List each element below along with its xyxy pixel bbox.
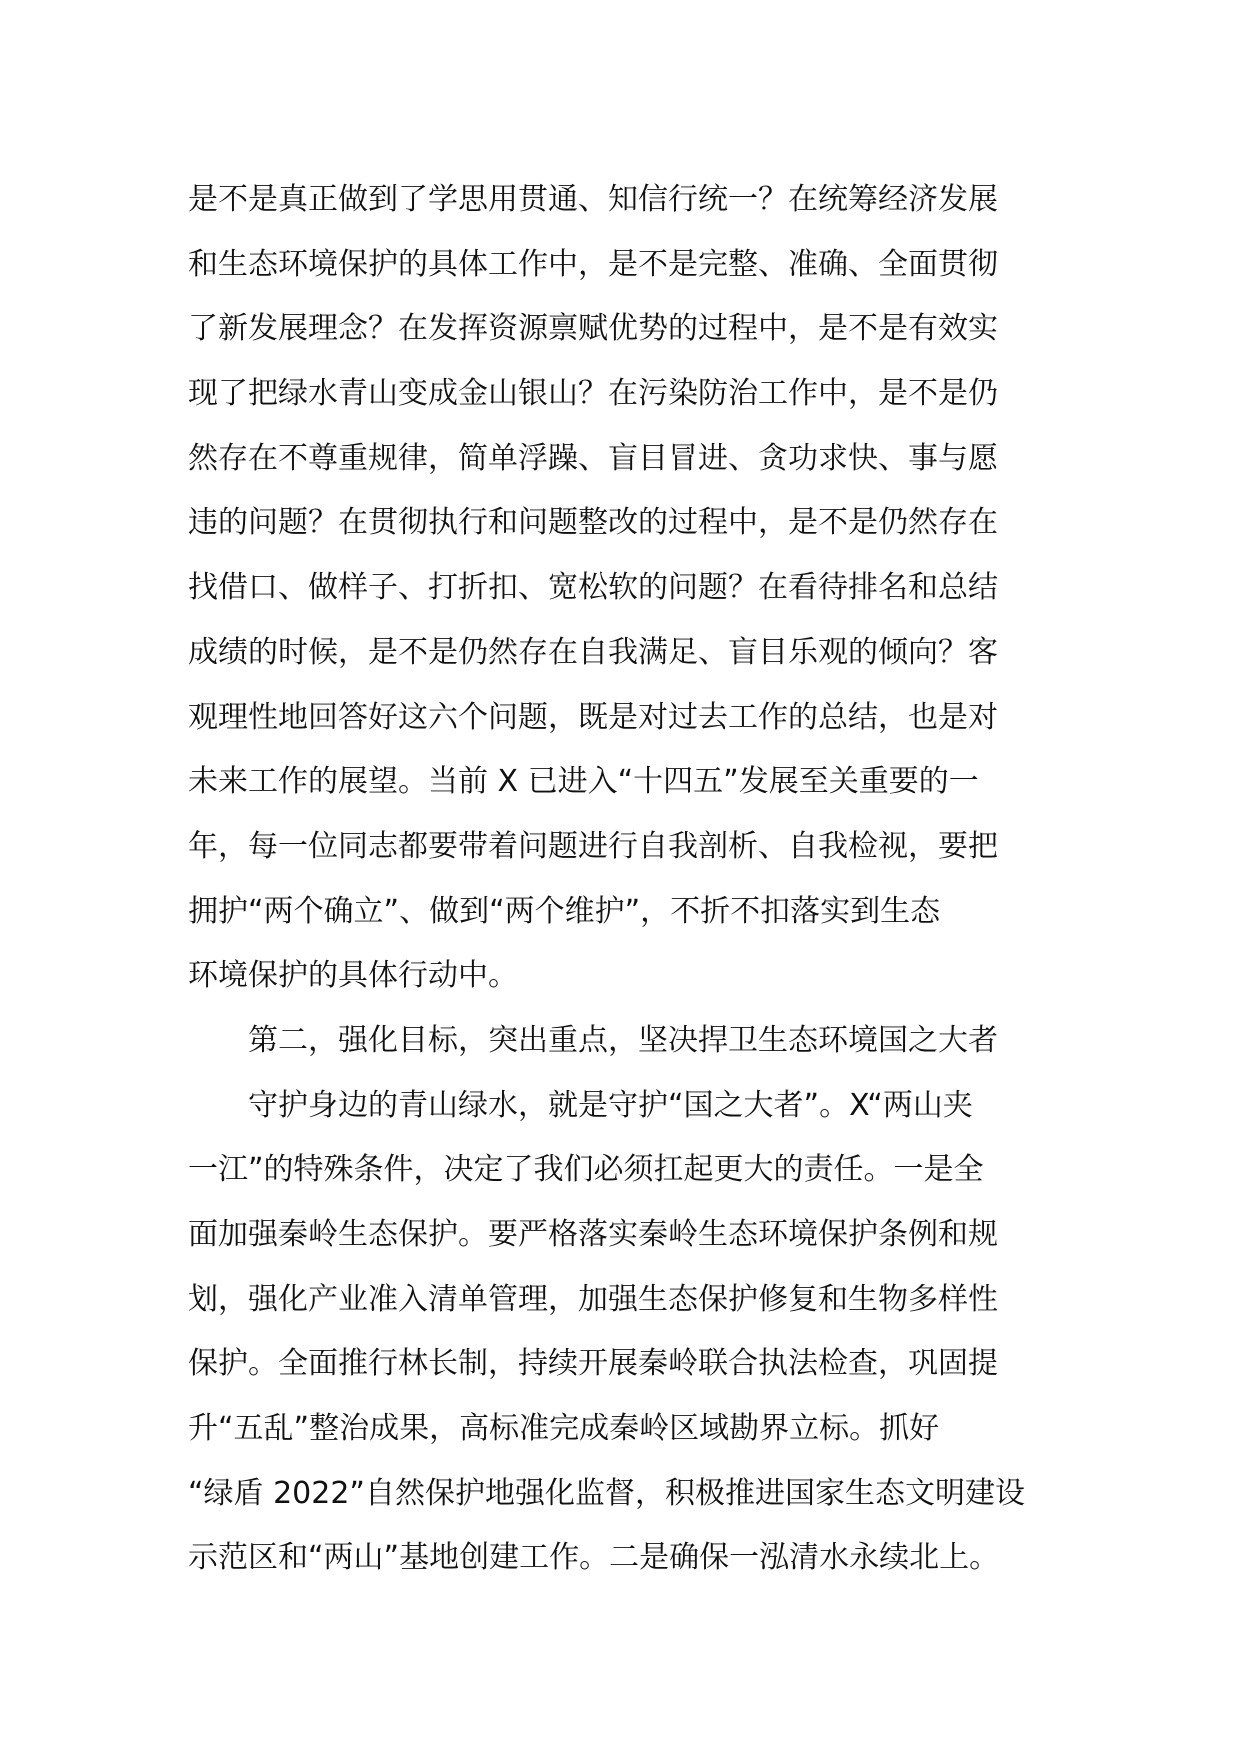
text-line: 保护。全面推行林长制，持续开展秦岭联合执法检查，巩固提 <box>188 1346 998 1382</box>
text-line: 拥护“两个确立”、做到“两个维护”，不折不扣落实到生态 <box>188 893 941 929</box>
text-line: 环境保护的具体行动中。 <box>188 958 518 994</box>
text-line: 观理性地回答好这六个问题，既是对过去工作的总结，也是对 <box>188 699 998 735</box>
text-line: 一江”的特殊条件，决定了我们必须扛起更大的责任。一是全 <box>188 1152 984 1188</box>
text-line: 示范区和“两山”基地创建工作。二是确保一泓清水永续北上。 <box>188 1540 1000 1576</box>
text-line: 年，每一位同志都要带着问题进行自我剖析、自我检视，要把 <box>188 828 998 864</box>
text-line: 成绩的时候，是不是仍然存在自我满足、盲目乐观的倾向？客 <box>188 634 998 670</box>
text-line: 然存在不尊重规律，简单浮躁、盲目冒进、贪功求快、事与愿 <box>188 440 998 476</box>
text-line: 升“五乱”整治成果，高标准完成秦岭区域勘界立标。抓好 <box>188 1411 940 1447</box>
text-line: 了新发展理念？在发挥资源禀赋优势的过程中，是不是有效实 <box>188 311 998 347</box>
text-line: 和生态环境保护的具体工作中，是不是完整、准确、全面贯彻 <box>188 246 998 282</box>
text-line: 违的问题？在贯彻执行和问题整改的过程中，是不是仍然存在 <box>188 505 998 541</box>
text-line: 现了把绿水青山变成金山银山？在污染防治工作中，是不是仍 <box>188 376 998 412</box>
paragraph-first-line: 守护身边的青山绿水，就是守护“国之大者”。X“两山夹 <box>248 1087 973 1123</box>
text-line: 找借口、做样子、打折扣、宽松软的问题？在看待排名和总结 <box>188 570 998 606</box>
body-text <box>188 168 1068 1591</box>
text-line: 面加强秦岭生态保护。要严格落实秦岭生态环境保护条例和规 <box>188 1217 998 1252</box>
text-line: 划，强化产业准入清单管理，加强生态保护修复和生物多样性 <box>188 1281 998 1317</box>
text-line: “绿盾 2022”自然保护地强化监督，积极推进国家生态文明建设 <box>188 1475 1025 1511</box>
text-line: 是不是真正做到了学思用贯通、知信行统一？在统筹经济发展 <box>188 182 998 217</box>
section-heading: 第二，强化目标，突出重点，坚决捍卫生态环境国之大者 <box>248 1022 998 1058</box>
text-line: 未来工作的展望。当前 X 已进入“十四五”发展至关重要的一 <box>188 764 979 800</box>
